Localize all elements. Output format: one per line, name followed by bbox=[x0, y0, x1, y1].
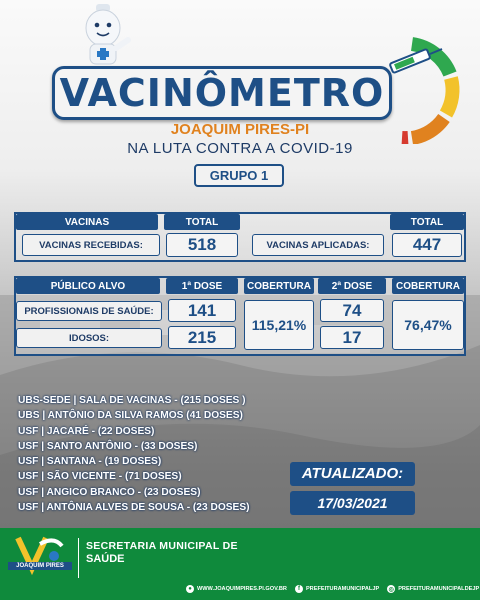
list-item: UBS | ANTÔNIO DA SILVA RAMOS (41 DOSES) bbox=[18, 410, 243, 422]
received-label: VACINAS RECEBIDAS: bbox=[22, 234, 160, 256]
list-item: USF | SÃO VICENTE - (71 DOSES) bbox=[18, 471, 182, 483]
total-header: TOTAL bbox=[164, 214, 240, 230]
dose1-header: 1ª DOSE bbox=[166, 278, 238, 294]
received-value: 518 bbox=[166, 233, 238, 257]
health-professionals-dose2: 74 bbox=[320, 299, 384, 322]
coverage2-header: COBERTURA bbox=[392, 278, 464, 294]
list-item: UBS-SEDE | SALA DE VACINAS - (215 DOSES ) bbox=[18, 395, 246, 406]
applied-value: 447 bbox=[392, 233, 462, 257]
page-title: VACINÔMETRO bbox=[59, 71, 385, 115]
applied-total-header: TOTAL bbox=[390, 214, 464, 230]
globe-icon: ● bbox=[186, 585, 194, 593]
city-name: JOAQUIM PIRES-PI bbox=[170, 121, 310, 138]
coverage2-value: 76,47% bbox=[392, 300, 464, 350]
facebook-text: PREFEITURAMUNICIPALJP bbox=[305, 586, 380, 592]
vaccines-header: VACINAS bbox=[16, 214, 158, 230]
title-banner bbox=[52, 66, 392, 120]
footer bbox=[0, 528, 480, 600]
elderly-label: IDOSOS: bbox=[16, 328, 162, 348]
footer-divider bbox=[78, 538, 79, 578]
website-link[interactable] bbox=[186, 585, 287, 593]
coverage1-header: COBERTURA bbox=[244, 278, 314, 294]
department-line1: SECRETARIA MUNICIPAL DE bbox=[86, 540, 238, 552]
applied-label: VACINAS APLICADAS: bbox=[252, 234, 384, 256]
vaccine-mascot-icon bbox=[76, 4, 132, 68]
audience-header: PÚBLICO ALVO bbox=[16, 278, 160, 294]
elderly-dose1: 215 bbox=[168, 326, 236, 349]
elderly-dose2: 17 bbox=[320, 326, 384, 349]
list-item: USF | ANTÔNIA ALVES DE SOUSA - (23 DOSES) bbox=[18, 502, 250, 514]
facebook-link[interactable] bbox=[295, 585, 379, 593]
coverage1-value: 115,21% bbox=[244, 300, 314, 350]
list-item: USF | SANTANA - (19 DOSES) bbox=[18, 456, 162, 468]
updated-label: ATUALIZADO: bbox=[290, 462, 415, 486]
contacts bbox=[186, 585, 479, 593]
health-units-list bbox=[18, 393, 250, 515]
website-text: WWW.JOAQUIMPIRES.PI.GOV.BR bbox=[197, 586, 287, 592]
dose2-header: 2ª DOSE bbox=[318, 278, 386, 294]
list-item: USF | SANTO ANTÔNIO - (33 DOSES) bbox=[18, 440, 198, 452]
subtitle: NA LUTA CONTRA A COVID-19 bbox=[127, 140, 353, 157]
instagram-link[interactable] bbox=[387, 585, 479, 593]
list-item: USF | JACARÉ - (22 DOSES) bbox=[18, 425, 155, 437]
updated-date: 17/03/2021 bbox=[290, 491, 415, 515]
group-badge: GRUPO 1 bbox=[194, 164, 284, 187]
health-professionals-dose1: 141 bbox=[168, 299, 236, 322]
instagram-icon: ◎ bbox=[388, 586, 394, 593]
logo-text: JOAQUIM PIRES bbox=[8, 562, 72, 570]
department-line2: SAÚDE bbox=[86, 553, 125, 565]
instagram-text: PREFEITURAMUNICIPALDEJP bbox=[398, 586, 480, 592]
health-professionals-label: PROFISSIONAIS DE SAÚDE: bbox=[16, 301, 162, 321]
facebook-icon: f bbox=[295, 585, 303, 593]
list-item: USF | ANGICO BRANCO - (23 DOSES) bbox=[18, 486, 201, 498]
